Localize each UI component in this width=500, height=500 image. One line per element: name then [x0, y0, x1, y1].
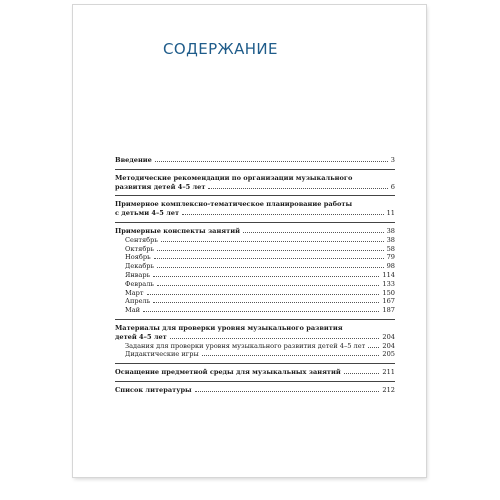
toc-label: Примерное комплексно-тематическое планирование работы: [115, 200, 353, 209]
dot-leader: [155, 161, 388, 162]
toc-page-number: 79: [386, 253, 395, 262]
dot-leader: [154, 258, 384, 259]
toc-label: Методические рекомендации по организации музыкального: [115, 173, 353, 182]
toc-label: Май: [125, 306, 141, 315]
toc-subentry-month: [115, 253, 395, 262]
toc-subentry-month: [115, 297, 395, 306]
dot-leader: [147, 294, 380, 295]
table-of-contents: [115, 156, 395, 395]
dot-leader: [153, 302, 379, 303]
dot-leader: [157, 250, 383, 251]
toc-page-number: 133: [382, 279, 395, 288]
toc-subentry-games: [115, 350, 395, 359]
toc-page-number: 6: [390, 182, 395, 191]
divider: [115, 169, 395, 170]
toc-page-number: 58: [386, 244, 395, 253]
toc-label: Апрель: [125, 297, 151, 306]
toc-page-number: 212: [382, 385, 395, 394]
toc-label: Задания для проверки уровня музыкального развития детей 4–5 лет: [125, 341, 366, 350]
toc-label: Ноябрь: [125, 253, 151, 262]
toc-entry-materials: [115, 324, 395, 342]
dot-leader: [202, 355, 380, 356]
toc-entry-methodical: [115, 174, 395, 192]
toc-page-number: 167: [382, 297, 395, 306]
toc-label: Введение: [115, 156, 152, 164]
toc-label: Октябрь: [125, 244, 155, 253]
toc-subentry-month: [115, 306, 395, 315]
toc-entry-lessons: [115, 227, 395, 236]
toc-page-number: 150: [382, 288, 395, 297]
dot-leader: [157, 267, 384, 268]
toc-label: Февраль: [125, 279, 155, 288]
document-page: [73, 5, 426, 477]
toc-page-number: 38: [386, 226, 395, 235]
toc-subentry-month: [115, 280, 395, 289]
dot-leader: [195, 391, 380, 392]
toc-label: Декабрь: [125, 262, 155, 271]
toc-label-continued: детей 4–5 лет: [115, 332, 167, 341]
toc-subentry-month: [115, 245, 395, 254]
dot-leader: [157, 285, 379, 286]
divider: [115, 381, 395, 382]
toc-page-number: 3: [390, 156, 395, 164]
toc-entry-equipment: [115, 368, 395, 377]
toc-label: Оснащение предметной среды для музыкальных занятий: [115, 368, 341, 377]
page-title: СОДЕРЖАНИЕ: [163, 40, 278, 58]
dot-leader: [143, 311, 379, 312]
toc-page-number: 114: [382, 270, 395, 279]
dot-leader: [182, 214, 384, 215]
dot-leader: [208, 188, 387, 189]
toc-page-number: 38: [386, 235, 395, 244]
toc-entry-intro: [115, 156, 395, 165]
toc-subentry-month: [115, 271, 395, 280]
toc-label-continued: развития детей 4–5 лет: [115, 182, 206, 191]
dot-leader: [161, 241, 384, 242]
toc-subentry-month: [115, 236, 395, 245]
divider: [115, 222, 395, 223]
toc-page-number: 204: [382, 332, 395, 341]
toc-page-number: 11: [386, 209, 395, 218]
toc-label: Сентябрь: [125, 235, 158, 244]
divider: [115, 363, 395, 364]
toc-page-number: 204: [382, 341, 395, 350]
toc-label: Дидактические игры: [125, 350, 199, 359]
toc-subentry-month: [115, 262, 395, 271]
dot-leader: [170, 338, 380, 339]
dot-leader: [344, 373, 380, 374]
toc-entry-literature: [115, 386, 395, 395]
toc-label: Март: [125, 288, 144, 297]
toc-subentry-month: [115, 289, 395, 298]
toc-page-number: 211: [382, 368, 395, 377]
toc-page-number: 98: [386, 262, 395, 271]
toc-subentry-tasks: [115, 342, 395, 351]
toc-page-number: 205: [382, 350, 395, 359]
dot-leader: [243, 232, 384, 233]
toc-label: Примерные конспекты занятий: [115, 226, 241, 235]
dot-leader: [153, 276, 379, 277]
divider: [115, 319, 395, 320]
toc-label: Январь: [125, 270, 151, 279]
divider: [115, 195, 395, 196]
toc-label: Материалы для проверки уровня музыкального развития: [115, 323, 343, 332]
toc-label-continued: с детьми 4–5 лет: [115, 209, 180, 218]
toc-entry-planning: [115, 200, 395, 218]
toc-label: Список литературы: [115, 385, 192, 394]
dot-leader: [368, 347, 379, 348]
toc-page-number: 187: [382, 306, 395, 315]
